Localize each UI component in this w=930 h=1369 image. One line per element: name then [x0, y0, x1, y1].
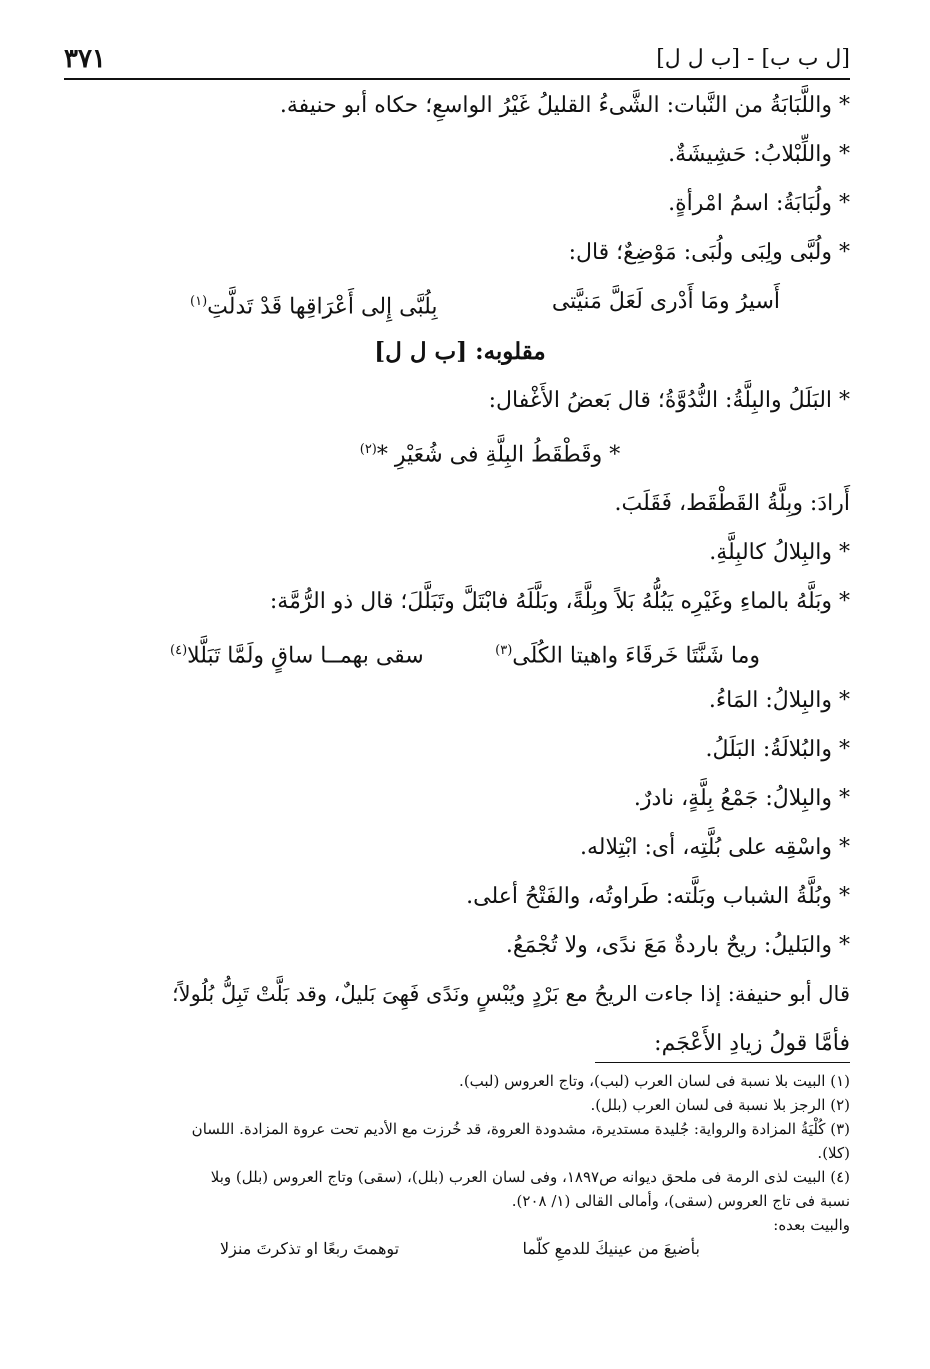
- verse-second-hemistich: بِلُبَّى إِلى أَعْرَاقِها قَدْ تَدلَّتِ$^{(١)}$: [190, 294, 438, 320]
- entry-line: * واللِّبْلابُ: حَشِيشَةٌ.: [668, 142, 850, 167]
- footnote: (٤) البيت لذى الرمة فى ملحق ديوانه ص١٨٩٧، وفى لسان العرب (بلل)، (سقى) وتاج العروس (بلل) وبلا: [210, 1168, 850, 1186]
- footnote: (٣) كُلْيَةُ المزادة والرواية: جُليدة مستديرة، مشدودة العروة، قد خُرزت مع الأديم تحت عروة المزادة. اللسان: [191, 1120, 850, 1138]
- footnote-continuation: (كلا).: [817, 1144, 850, 1162]
- footnote-ref[interactable]: (١): [190, 294, 208, 309]
- footnote-rule: [595, 1062, 850, 1063]
- footnote-continuation: والبيت بعده:: [773, 1216, 850, 1234]
- verse-first-hemistich: وما شَنَّتَا خَرقَاءَ واهيتا الكُلَى$^{(٣)}$: [495, 643, 760, 669]
- verse-second-hemistich: سقى بهمــا ساقٍ ولَمَّا تَبَلَّلا$^{(٤)}$: [170, 643, 424, 669]
- footnote: (٢) الرجز بلا نسبة فى لسان العرب (بلل).: [590, 1096, 850, 1114]
- rajaz-line: * وقَطْقَطُ البِلَّةِ فى شُعَيْرِ *$^{(٢)}$: [359, 442, 621, 468]
- entry-line: * ولُبَّى ولِبَى ولُبَى: مَوْضِعٌ؛ قال:: [568, 240, 850, 265]
- page-header: [64, 40, 850, 80]
- page-number: ٣٧١: [64, 44, 106, 74]
- entry-line: * والبَليلُ: ريحٌ باردةٌ مَعَ ندًى، ولا تُجْمَعُ.: [505, 933, 850, 959]
- main-text: [70, 92, 850, 1079]
- footnote-ref[interactable]: (٣): [495, 643, 513, 659]
- entry-line: * والبِلالُ: جَمْعُ بِلَّةٍ، نادرٌ.: [633, 786, 850, 812]
- entry-line: * ولُبَابَةُ: اسمُ امْرأةٍ.: [668, 191, 850, 216]
- entry-line: فأمَّا قولُ زيادِ الأَعْجَم:: [654, 1031, 850, 1057]
- entry-line: قال أبو حنيفة: إذا جاءت الريحُ مع بَرْدٍ ويُبْسٍ ونَدًى فَهِىَ بَليلٌ، وقد بَلَّتْ تَبِلُّ بُلُولاً؛: [171, 982, 850, 1007]
- section-title: مقلوبه: [ب ل ل]: [374, 338, 546, 365]
- entry-line: * والبُلالَةُ: البَلَلُ.: [705, 737, 850, 763]
- footnote: (١) البيت بلا نسبة فى لسان العرب (لبب)، وتاج العروس (لبب).: [459, 1072, 850, 1090]
- entry-line: * وبُلَّةُ الشباب وبَلَّته: طَراوتُه، والفَتْحُ أعلى.: [466, 884, 850, 910]
- entry-line: * واسْقِه على بُلَّتِه، أى: ابْتِلاله.: [580, 835, 850, 861]
- header-rule: [64, 78, 850, 80]
- entry-line: * البَلَلُ والبِلَّةُ: النُّدُوَّةُ؛ قال بَعضُ الأَغْفال:: [488, 388, 850, 413]
- entry-line: * واللَّبَابَةُ من النَّبات: الشَّىءُ القليلُ غَيْرُ الواسعِ؛ حكاه أبو حنيفة.: [279, 93, 850, 118]
- running-head: [ل ب ب] - [ب ل ل]: [656, 46, 850, 71]
- verse-first-hemistich: أَسيرُ ومَا أَدْرى لَعَلَّ مَنيَّتى: [551, 289, 780, 314]
- entry-line: أَرادَ: وبِلَّةُ القَطْقَط، فَقَلَبَ.: [614, 491, 850, 517]
- poem-verse: [70, 637, 850, 669]
- entry-line: * وبَلَّهُ بالماءِ وغَيْرِه يَبُلُّهُ بَلاً وبِلَّةً، وبَلَّلَهُ فابْتَلَّ وتَبَلَّلَ؛ قال ذو الرُّمَّة:: [269, 589, 850, 615]
- poem-verse: [70, 288, 850, 320]
- footnotes: [70, 1070, 850, 1262]
- entry-line: * والبِلالُ: المَاءُ.: [708, 688, 850, 714]
- footnote-continuation: نسبة فى تاج العروس (سقى)، وأمالى القالى (١/ ٢٠٨).: [511, 1192, 850, 1210]
- footnote-ref[interactable]: (٢): [359, 442, 377, 457]
- verse-first-hemistich: بأضيعَ من عينيكَ للدمعِ كلّما: [522, 1239, 700, 1258]
- footnote-verse: [70, 1238, 850, 1262]
- entry-line: * والبِلالُ كالبِلَّةِ.: [709, 540, 850, 566]
- footnote-ref[interactable]: (٤): [170, 643, 188, 659]
- verse-second-hemistich: توهمتَ ربعًا او تذكرتَ منزلا: [220, 1239, 400, 1258]
